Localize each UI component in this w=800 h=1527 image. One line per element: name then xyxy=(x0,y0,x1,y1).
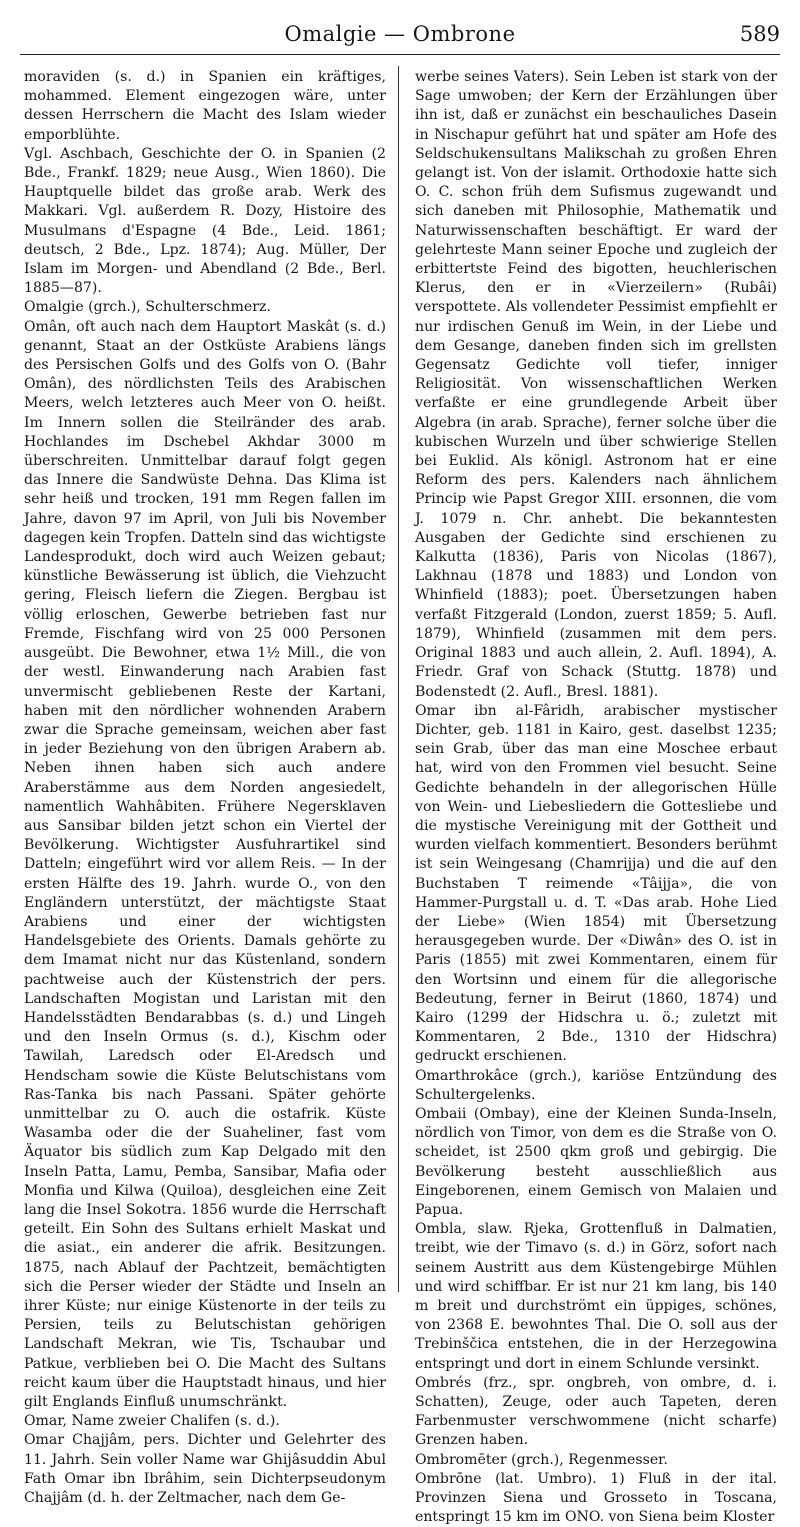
column-divider xyxy=(398,66,399,1292)
page-header xyxy=(20,18,780,55)
entry-omar-ibn-al-faridh: Omar ibn al-Fâridh, arabischer mystischer Dichter, geb. 1181 in Kairo, gest. daselbst 1235; sein Grab, über das man eine Moschee erbaut hat, wird von den Frommen viel besucht. Seine Gedichte behandeln in der allegorischen Hülle von Wein- und Liebesliedern die Gottesliebe und die mystische Vereinigung mit der Gottheit und wurden vielfach kommentiert. Besonders berühmt ist sein Weingesang (Chamrijja) und die auf den Buchstaben T reimende «Tâijja», die von Hammer-Purgstall u. d. T. «Das arab. Hohe Lied der Liebe» (Wien 1854) mit Übersetzung herausgegeben wurde. Der «Diwân» des O. ist in Paris (1855) mit zwei Kommentaren, einem für den Wortsinn und einem für die allegorische Bedeutung, ferner in Beirut (1860, 1874) und Kairo (1299 der Hidschra u. ö.; zuletzt mit Kommentaren, 2 Bde., 1310 der Hidschra) gedruckt erschienen. xyxy=(415,702,777,1065)
entry-omalgie: Omalgie (grch.), Schulterschmerz. xyxy=(24,299,271,316)
page-title: Omalgie — Ombrone xyxy=(284,22,516,46)
entry-omar: Omar, Name zweier Chalifen (s. d.). xyxy=(24,1413,280,1430)
entry-ombrometer: Ombromēter (grch.), Regenmesser. xyxy=(415,1451,668,1468)
entry-omar-chajjam: Omar Chajjâm, pers. Dichter und Gelehrter des 11. Jahrh. Sein voller Name war Ghijâsuddin Abul Fath Omar ibn Ibrâhim, sein Dichterpseudonym Chajjâm (d. h. der Zeltmacher, nach dem Ge- xyxy=(24,1432,386,1507)
entry-ombla: Ombla, slaw. Rjeka, Grottenfluß in Dalmatien, treibt, wie der Timavo (s. d.) in Görz, sofort nach seinem Austritt aus dem Küstengebirge Mühlen und wird schiffbar. Er ist nur 21 km lang, bis 140 m breit und durchströmt ein üppiges, schönes, von 2368 E. bewohntes Thal. Die O. soll aus der Trebinščica entstehen, die in der Herzegowina entspringt und dort in einem Schlunde versinkt. xyxy=(415,1221,777,1372)
page-number: 589 xyxy=(739,22,780,46)
entry-literature-omaijaden: Vgl. Aschbach, Geschichte der O. in Spanien (2 Bde., Frankf. 1829; neue Ausg., Wien 1860). Die Hauptquelle bildet das große arab. Werk des Makkari. Vgl. außerdem R. Dozy, Histoire des Musulmans d'Espagne (4 Bde., Leid. 1861; deutsch, 2 Bde., Lpz. 1874); Aug. Müller, Der Islam im Morgen- und Abendland (2 Bde., Berl. 1885—87). xyxy=(24,145,386,297)
entry-ombaii: Ombaii (Ombay), eine der Kleinen Sunda-Inseln, nördlich von Timor, von dem es die Straße von O. scheidet, ist 2500 qkm groß und gebirgig. Die Bevölkerung besteht ausschließlich aus Eingeborenen, einem Gemisch von Malaien und Papua. xyxy=(415,1105,777,1218)
left-column xyxy=(24,68,386,1507)
entry-omarthrokace: Omarthrokâce (grch.), kariöse Entzündung des Schultergelenks. xyxy=(415,1067,777,1103)
entry-omar-chajjam-continued: werbe seines Vaters). Sein Leben ist stark von der Sage umwoben; der Kern der Erzählungen über ihn ist, daß er zunächst ein beschauliches Dasein in Nischapur geführt hat und später am Hofe des Seldschukensultans Malikschah zu großen Ehren gelangt ist. Von der islamit. Orthodoxie hatte sich O. C. schon früh dem Sufismus zugewandt und sich daneben mit Philosophie, Mathematik und Naturwissenschaften beschäftigt. Er ward der gelehrteste Mann seiner Epoche und zugleich der erbittertste Feind des bigotten, heuchlerischen Klerus, den er in «Vierzeilern» (Rubâi) verspottete. Als vollendeter Pessimist empfiehlt er nur irdischen Genuß im Wein, in der Liebe und dem Gesange, daneben finden sich im grellsten Gegensatz Gedichte voll tiefer, inniger Religiosität. Von wissenschaftlichen Werken verfaßte er eine grundlegende Arbeit über Algebra (in arab. Sprache), ferner solche über die kubischen Wurzeln und über schwierige Stellen bei Euklid. Als königl. Astronom hat er eine Reform des pers. Kalenders nach ähnlichem Princip wie Papst Gregor XIII. ersonnen, die vom J. 1079 n. Chr. anhebt. Die bekanntesten Ausgaben der Gedichte sind erschienen zu Kalkutta (1836), Paris von Nicolas (1867), Lakhnau (1878 und 1883) und London von Whinfield (1883); poet. Übersetzungen haben verfaßt Fitzgerald (London, zuerst 1859; 5. Aufl. 1879), Whinfield (zusammen mit dem pers. Original 1883 und auch allein, 2. Aufl. 1894), A. Friedr. Graf von Schack (Stuttg. 1878) und Bodenstedt (2. Aufl., Bresl. 1881). xyxy=(415,69,777,700)
entry-oman: Omân, oft auch nach dem Hauptort Maskât (s. d.) genannt, Staat an der Ostküste Arabiens längs des Persischen Golfs und des Golfs von O. (Bahr Omân), des nördlichsten Teils des Arabischen Meers, welch letzteres auch Meer von O. heißt. Im Innern sollen die Steilränder des arab. Hochlandes im Dschebel Akhdar 3000 m überschreiten. Unmittelbar darauf folgt gegen das Innere die Sandwüste Dehna. Das Klima ist sehr heiß und trocken, 191 mm Regen fallen im Jahre, davon 97 im April, von Juli bis November dagegen kein Tropfen. Datteln sind das wichtigste Landesprodukt, doch wird auch Weizen gebaut; künstliche Bewässerung ist üblich, die Viehzucht gering, Fleisch liefern die Ziegen. Bergbau ist völlig erloschen, Gewerbe betrieben fast nur Fremde, Fischfang wird von 25 000 Personen ausgeübt. Die Bewohner, etwa 1½ Mill., die von der westl. Einwanderung nach Arabien fast unvermischt gebliebenen Reste der Kartani, haben mit den nördlicher wohnenden Arabern zwar die Sprache gemeinsam, weichen aber fast in jeder Beziehung von den übrigen Arabern ab. Neben ihnen haben sich auch andere Araberstämme aus dem Norden angesiedelt, namentlich Wahhâbiten. Frühere Negersklaven aus Sansibar bilden jetzt schon ein Viertel der Bevölkerung. Wichtigster Ausfuhrartikel sind Datteln; eingeführt wird vor allem Reis. — In der ersten Hälfte des 19. Jahrh. wurde O., von den Engländern unterstützt, der mächtigste Staat Arabiens und einer der wichtigsten Handelsgebiete des Orients. Damals gehörte zu dem Imamat nicht nur das Küstenland, sondern pachtweise auch der Küstenstrich der pers. Landschaften Mogistan und Laristan mit den Handelsstädten Bendarabbas (s. d.) und Lingeh und den Inseln Ormus (s. d.), Kischm oder Tawilah, Laredsch oder El-Aredsch und Hendscham sowie die Küste Belutschistans vom Ras-Tanka bis nach Passani. Später gehörte unmittelbar zu O. auch die ostafrik. Küste Wasamba oder die der Suaheliner, fast vom Äquator bis südlich zum Kap Delgado mit den Inseln Patta, Lamu, Pemba, Sansibar, Mafia oder Monfia und Kilwa (Quiloa), desgleichen eine Zeit lang die Insel Sokotra. 1856 wurde die Herrschaft geteilt. Ein Sohn des Sultans erhielt Maskat und die asiat., ein anderer die afrik. Besitzungen. 1875, nach Ablauf der Pachtzeit, bemächtigten sich die Perser wieder der Städte und Inseln an ihrer Küste; nur einige Küstenorte in der teils zu Persien, teils zu Belutschistan gehörigen Landschaft Mekran, wie Tis, Tschaubar und Patkue, verblieben bei O. Die Macht des Sultans reicht kaum über die Hauptstadt hinaus, und hier gilt Englands Einfluß unumschränkt. xyxy=(24,318,386,1411)
right-column xyxy=(415,68,777,1526)
entry-ombrone: Ombrōne (lat. Umbro). 1) Fluß in der ital. Provinzen Siena und Grosseto in Toscana, entspringt 15 km im ONO. von Siena beim Kloster xyxy=(415,1470,777,1526)
entry-ombres: Ombrés (frz., spr. ongbreh, von ombre, d. i. Schatten), Zeuge, oder auch Tapeten, deren Farbenmuster verschwommene (nicht scharfe) Grenzen haben. xyxy=(415,1374,777,1449)
entry-continuation-omaijaden: moraviden (s. d.) in Spanien ein kräftiges, mohammed. Element eingezogen wäre, unter dessen Herrschern die Macht des Islam wieder emporblühte. xyxy=(24,69,386,143)
